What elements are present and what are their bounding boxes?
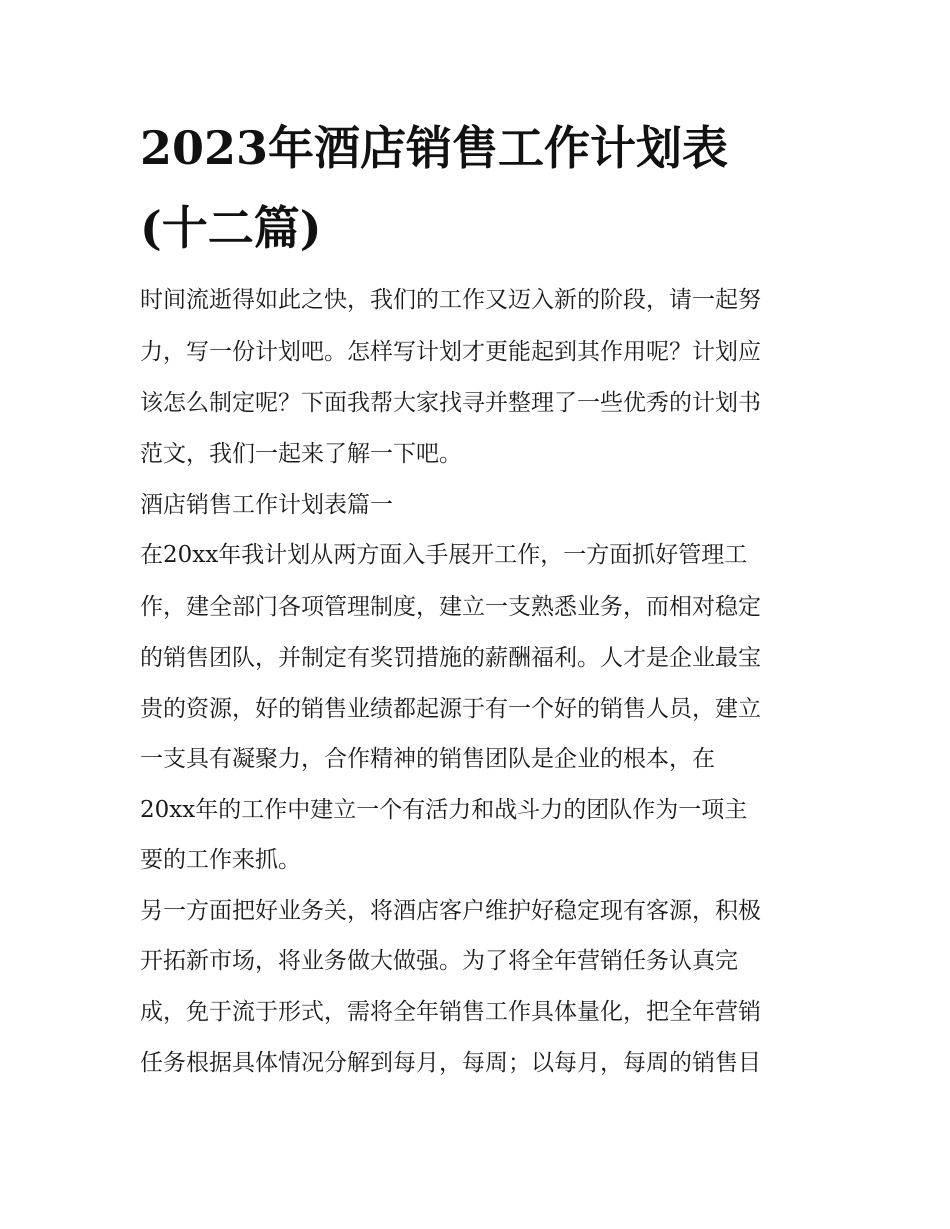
body-line: 另一方面把好业务关，将酒店客户维护好稳定现有客源，积极 — [140, 898, 761, 924]
section-heading: 酒店销售工作计划表篇一 — [140, 492, 393, 518]
body-line: 在20xx年我计划从两方面入手展开工作，一方面抓好管理工 — [140, 542, 748, 568]
body-line: 贵的资源，好的销售业绩都起源于有一个好的销售人员，建立 — [140, 696, 761, 722]
body-line: 要的工作来抓。 — [140, 847, 301, 873]
body-line: 力，写一份计划吧。怎样写计划才更能起到其作用呢？计划应 — [140, 339, 761, 365]
body-line: 时间流逝得如此之快，我们的工作又迈入新的阶段，请一起努 — [140, 287, 761, 313]
body-line: 20xx年的工作中建立一个有活力和战斗力的团队作为一项主 — [140, 797, 748, 823]
body-line: 作，建全部门各项管理制度，建立一支熟悉业务，而相对稳定 — [140, 594, 761, 620]
document-title-line-1: 2023年酒店销售工作计划表 — [140, 121, 729, 175]
body-line: 一支具有凝聚力，合作精神的销售团队是企业的根本，在 — [140, 746, 715, 772]
body-line: 成，免于流于形式，需将全年销售工作具体量化，把全年营销 — [140, 999, 761, 1025]
body-line: 该怎么制定呢？下面我帮大家找寻并整理了一些优秀的计划书 — [140, 390, 761, 416]
body-line: 的销售团队，并制定有奖罚措施的薪酬福利。人才是企业最宝 — [140, 645, 761, 671]
document-title-line-2: (十二篇) — [140, 201, 322, 255]
body-line: 开拓新市场，将业务做大做强。为了将全年营销任务认真完 — [140, 948, 738, 974]
body-line: 任务根据具体情况分解到每月，每周；以每月，每周的销售目 — [140, 1050, 761, 1076]
body-line: 范文，我们一起来了解一下吧。 — [140, 441, 462, 467]
